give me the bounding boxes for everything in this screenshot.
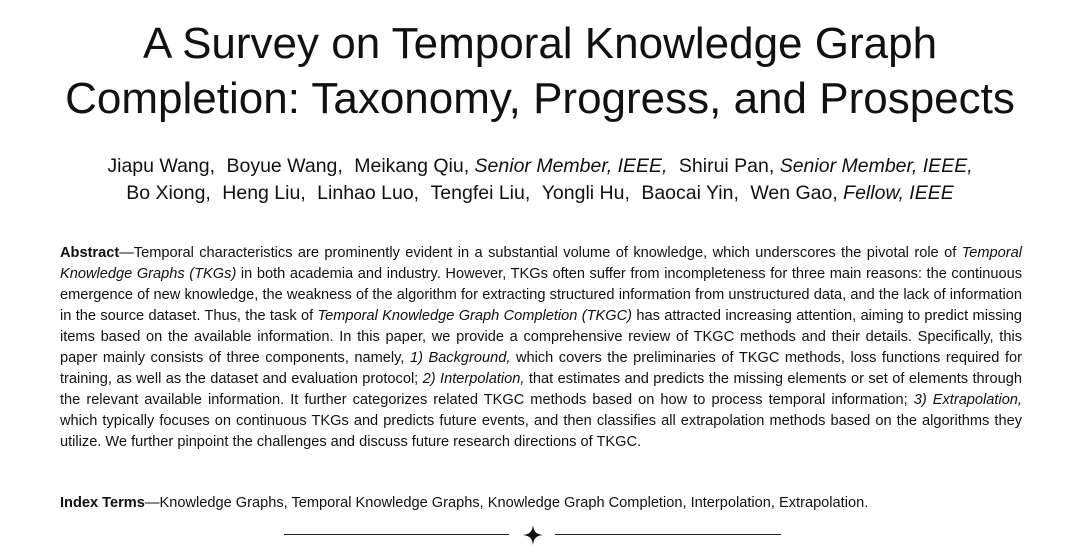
author-row-1 [0, 153, 1080, 180]
author-name: Wen Gao, [750, 182, 838, 204]
author-name: Baocai Yin, [641, 182, 739, 204]
author-entry [222, 182, 305, 204]
abstract-emphasis: 2) Interpolation, [422, 371, 525, 387]
author-entry [107, 155, 215, 177]
index-terms-label: Index Terms [60, 495, 145, 511]
author-entry [226, 155, 342, 177]
author-list [0, 153, 1080, 207]
abstract-emphasis: Temporal Knowledge Graphs (TKGs) [60, 245, 1022, 282]
author-name: Meikang Qiu, [354, 155, 470, 177]
author-entry [542, 182, 630, 204]
abstract-label: Abstract [60, 245, 120, 261]
abstract-text: —Temporal characteristics are prominently evident in a substantial volume of knowledge, which underscores the pivotal role of [119, 245, 962, 261]
index-terms [60, 493, 1022, 514]
abstract-text: has attracted increasing attention, aiming to predict missing items based on the available information. In this paper, we provide a comprehensive review of TKGC methods and their details. Specifically, this paper mainly consists of three components, namely, [60, 308, 1022, 366]
author-affiliation: Senior Member, IEEE, [779, 155, 973, 177]
author-name: Yongli Hu, [541, 182, 630, 204]
abstract-text: that estimates and predicts the missing elements or set of elements through the relevant available information. It further categorizes related TKGC methods based on how to process temporal information; [60, 371, 1022, 408]
paper-title-line-2: Completion: Taxonomy, Progress, and Prospects [65, 74, 1015, 123]
author-name: Linhao Luo, [317, 182, 420, 204]
author-name: Bo Xiong, [126, 182, 211, 204]
author-entry [317, 182, 419, 204]
abstract-emphasis: 3) Extrapolation, [913, 392, 1022, 408]
author-name: Jiapu Wang, [107, 155, 216, 177]
author-name: Heng Liu, [222, 182, 306, 204]
index-terms-text: —Knowledge Graphs, Temporal Knowledge Graphs, Knowledge Graph Completion, Interpolation, Extrapolation. [144, 495, 869, 511]
abstract-emphasis: Temporal Knowledge Graph Completion (TKGC) [317, 308, 633, 324]
abstract-text: which covers the preliminaries of TKGC methods, loss functions required for training, as well as the dataset and evaluation protocol; [60, 350, 1022, 387]
author-row-2 [0, 180, 1080, 207]
abstract-text: in both academia and industry. However, TKGs often suffer from incompleteness for three main reasons: the continuous emergence of new knowledge, the weakness of the algorithm for extracting structured information from unstructured data, and the lack of information in the source dataset. Thus, the task of [60, 266, 1023, 324]
author-name: Boyue Wang, [226, 155, 343, 177]
abstract [60, 243, 1022, 453]
author-entry [126, 182, 211, 204]
four-point-star-icon [522, 524, 544, 546]
author-affiliation: Fellow, IEEE [843, 182, 954, 204]
divider-rule-right [555, 534, 781, 535]
author-entry [431, 182, 531, 204]
author-affiliation: Senior Member, IEEE, [474, 155, 668, 177]
abstract-emphasis: 1) Background, [409, 350, 511, 366]
author-entry [679, 155, 973, 177]
author-entry [354, 155, 667, 177]
author-name: Shirui Pan, [678, 155, 775, 177]
author-entry [750, 182, 953, 204]
author-name: Tengfei Liu, [430, 182, 531, 204]
author-entry [641, 182, 739, 204]
paper-title [0, 16, 1080, 126]
paper-title-line-1: A Survey on Temporal Knowledge Graph [142, 19, 938, 68]
divider-rule-left [284, 534, 509, 535]
section-divider [0, 532, 1080, 552]
abstract-text: which typically focuses on continuous TKGs and predicts future events, and then classifies all extrapolation methods based on the algorithms they utilize. We further pinpoint the challenges and discuss future research directions of TKGC. [60, 413, 1022, 450]
